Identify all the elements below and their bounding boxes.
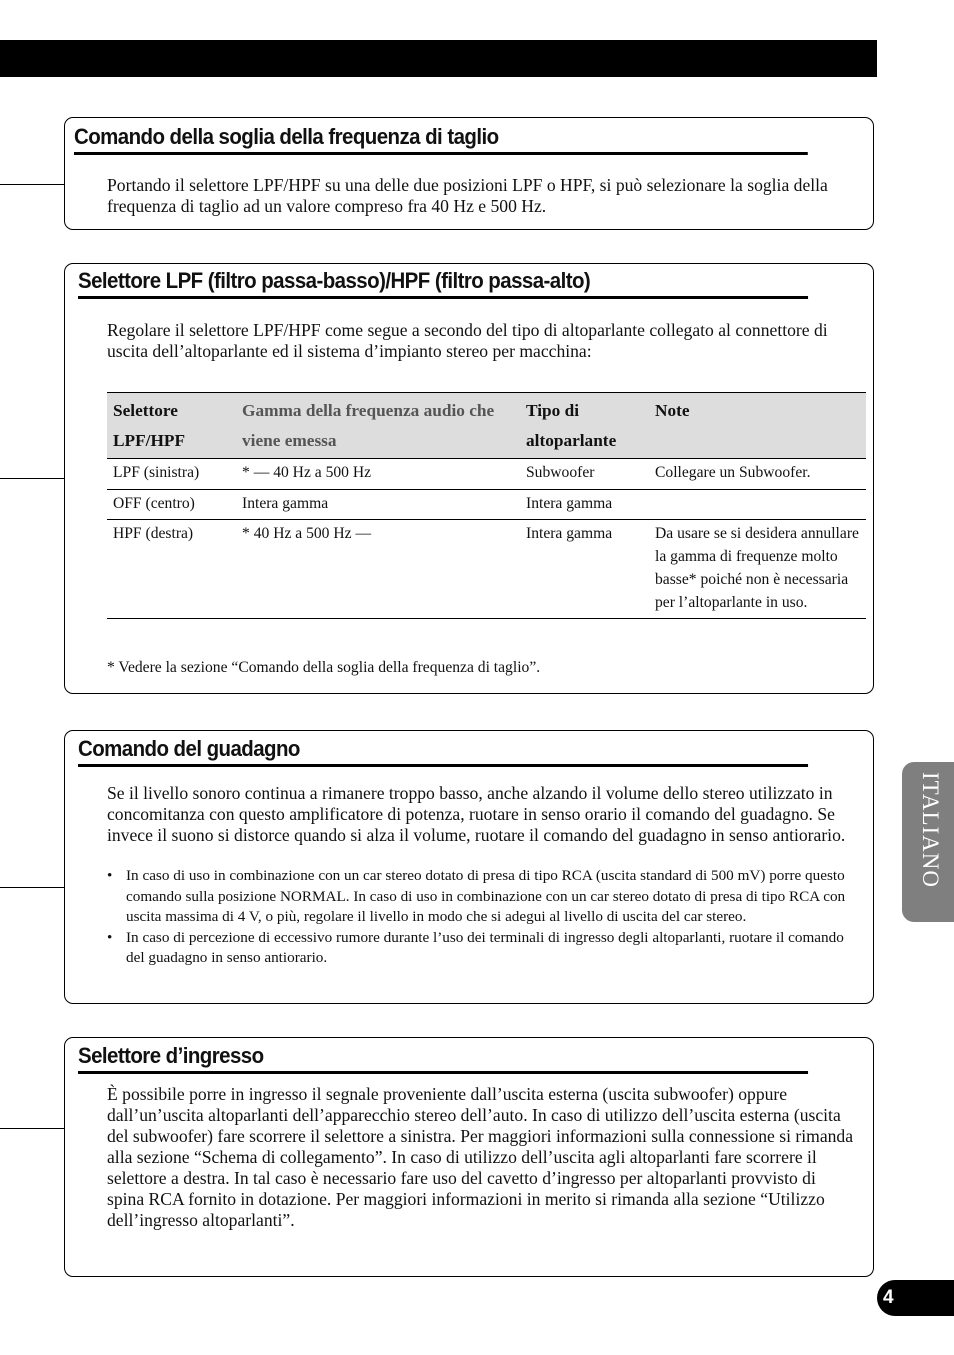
table-cell: Intera gamma [520,520,649,619]
section-text: Portando il selettore LPF/HPF su una delle due posizioni LPF o HPF, si può selezionare la soglia della frequenza di taglio ad un valore compreso fra 40 Hz e 500 Hz. [107,175,828,216]
header-cell: Selettore LPF/HPF [107,393,236,459]
table-row [107,520,866,619]
language-label: ITALIANO [918,772,943,889]
section-text: Se il livello sonoro continua a rimanere troppo basso, anche alzando il volume dello stereo utilizzato in concomitanza con questo amplificatore di potenza, ruotare in senso orario il comando del guadagno. Se invece il suono si distorce quando si alza il volume, ruotare il comando del guadagno in senso antiorario. [107,783,846,845]
table-cell: Subwoofer [520,459,649,490]
language-tab [902,762,954,922]
section-title: Comando della soglia della frequenza di taglio [74,124,808,155]
margin-rule [0,478,64,479]
table-cell: OFF (centro) [107,489,236,520]
margin-rule [0,887,64,888]
selector-table [107,392,866,619]
table-header-row [107,393,866,459]
page-number-badge [877,1280,954,1316]
list-item: • In caso di uso in combinazione con un car stereo dotato di presa di tipo RCA (uscita standard di 500 mV) porre questo comando sulla posizione NORMAL. In caso di uso in combinazione con un car stereo dotato di presa di tipo RCA con uscita massima di 4 V, o più, regolare il livello in modo che si adegui al livello di uscita del car stereo. [107,866,853,928]
page-number: 4 [883,1287,894,1308]
table-cell: Collegare un Subwoofer. [649,459,866,490]
header-cell: Tipo di altoparlante [520,393,649,459]
table-cell: Intera gamma [236,489,520,520]
section-cutoff [64,117,874,230]
header-bar [0,40,877,77]
table-cell: HPF (destra) [107,520,236,619]
section-gain [64,730,874,1004]
table-cell: * 40 Hz a 500 Hz — [236,520,520,619]
header-cell: Gamma della frequenza audio che viene emessa [236,393,520,459]
section-text: Regolare il selettore LPF/HPF come segue a secondo del tipo di altoparlante collegato al connettore di uscita dell’altoparlante ed il sistema d’impianto stereo per macchina: [107,320,828,361]
footnote: * Vedere la sezione “Comando della soglia della frequenza di taglio”. [107,659,541,676]
table-cell: * — 40 Hz a 500 Hz [236,459,520,490]
table-row [107,489,866,520]
list-item: • In caso di percezione di eccessivo rumore durante l’uso dei terminali di ingresso degli altoparlanti, ruotare il comando del guadagno in senso antiorario. [107,928,853,969]
header-cell: Note [649,393,866,459]
table-cell [649,489,866,520]
section-input-selector [64,1037,874,1277]
table-cell: LPF (sinistra) [107,459,236,490]
section-text: È possibile porre in ingresso il segnale proveniente dall’uscita esterna (uscita subwoofer) oppure dall’un’uscita altoparlanti dell’apparecchio stereo dell’auto. In caso di utilizzo dell’uscita esterna (uscita del subwoofer) fare scorrere il selettore a sinistra. Per maggiori informazioni sulla connessione si rimanda alla sezione “Schema di collegamento”. In caso di utilizzo dell’uscita agli altoparlanti fare scorrere il selettore a destra. In tal caso è necessario fare uso del cavetto d’ingresso per altoparlanti provvisto di spina RCA fornito in dotazione. Per maggiori informazioni in merito si rimanda alla sezione “Utilizzo dell’ingresso altoparlanti”. [107,1084,854,1230]
section-lpf-hpf-selector [64,263,874,694]
margin-rule [0,184,64,185]
table-cell: Da usare se si desidera annullare la gamma di frequenze molto basse* poiché non è necessaria per l’altoparlante in uso. [649,520,866,619]
margin-rule [0,1128,64,1129]
section-title: Selettore LPF (filtro passa-basso)/HPF (filtro passa-alto) [78,268,808,299]
table-row [107,459,866,490]
section-title: Comando del guadagno [78,736,808,767]
table-cell: Intera gamma [520,489,649,520]
bullet-list [107,866,853,969]
section-title: Selettore d’ingresso [78,1043,808,1074]
